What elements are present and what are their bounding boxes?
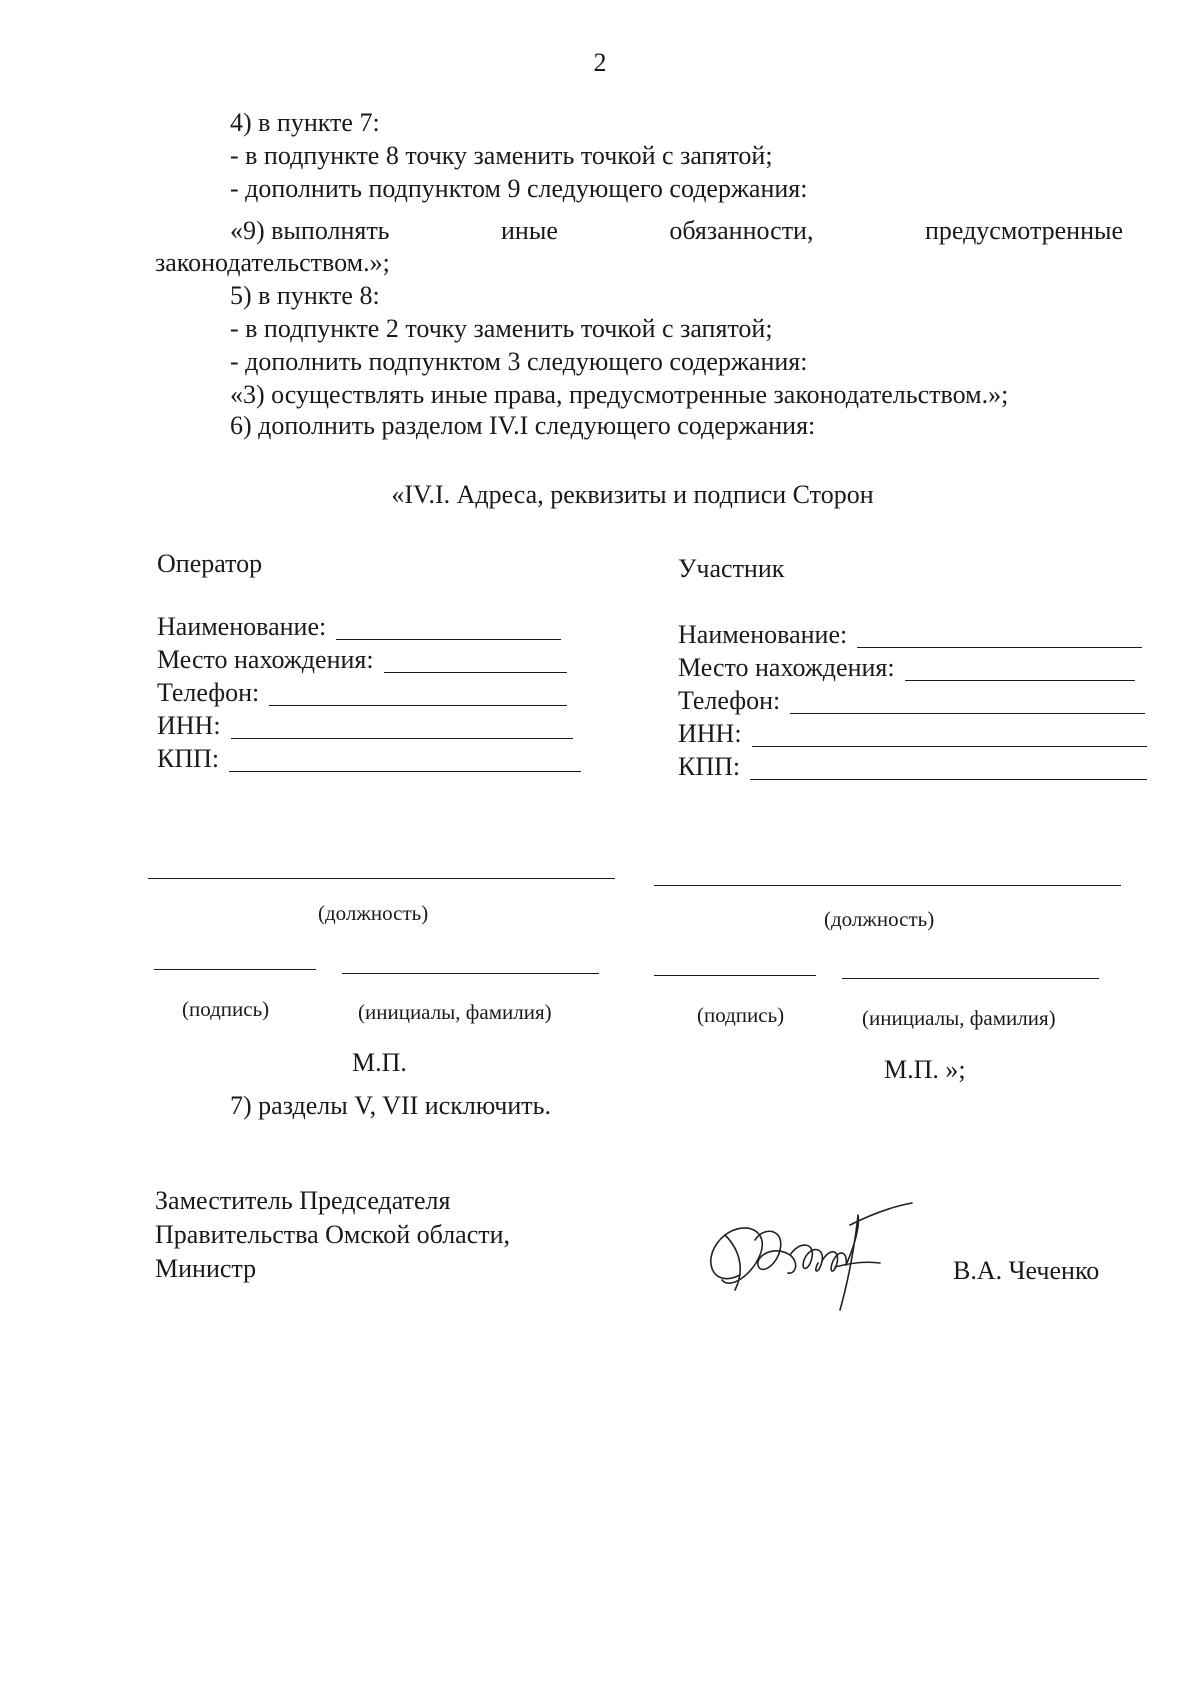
signatory-title-line2: Правительства Омской области, <box>155 1220 511 1249</box>
participant-field-kpp <box>678 754 1147 780</box>
blank-line <box>750 757 1147 780</box>
blank-line <box>790 691 1145 714</box>
operator-position-line <box>148 878 615 879</box>
handwritten-signature <box>700 1195 930 1320</box>
item4-heading: 4) в пункте 7: <box>230 108 380 137</box>
participant-field-location <box>678 655 1135 681</box>
field-label: КПП: <box>157 744 220 773</box>
participant-position-line <box>654 885 1121 886</box>
participant-field-inn <box>678 721 1147 747</box>
blank-line <box>336 617 561 640</box>
field-label: ИНН: <box>678 719 742 748</box>
operator-field-location <box>157 647 567 673</box>
participant-name-caption: (инициалы, фамилия) <box>862 1006 1056 1030</box>
item5-line1: - в подпункте 2 точку заменить точкой с запятой; <box>230 314 773 343</box>
section-title: «IV.I. Адреса, реквизиты и подписи Сторон <box>391 480 874 509</box>
item4-line2: - дополнить подпунктом 9 следующего содержания: <box>230 174 808 203</box>
item4-quote <box>230 218 1123 244</box>
field-label: Телефон: <box>157 678 260 707</box>
field-label: Наименование: <box>157 612 327 641</box>
signatory-name: В.А. Чеченко <box>953 1256 1100 1285</box>
operator-position-caption: (должность) <box>318 901 429 925</box>
item4-quote-word: обязанности, <box>669 216 814 245</box>
operator-field-name <box>157 614 561 640</box>
participant-seal: М.П. »; <box>884 1055 966 1084</box>
field-label: Место нахождения: <box>678 653 895 682</box>
operator-seal: М.П. <box>352 1048 407 1077</box>
operator-field-phone <box>157 680 567 706</box>
operator-signature-line <box>154 969 316 970</box>
operator-name-line <box>342 973 599 974</box>
blank-line <box>231 716 573 739</box>
participant-signature-line <box>654 975 816 976</box>
item4-quote-word: иные <box>501 216 558 245</box>
participant-heading: Участник <box>678 554 785 583</box>
signatory-title-line1: Заместитель Председателя <box>155 1186 451 1215</box>
operator-heading: Оператор <box>157 549 263 578</box>
blank-line <box>269 683 567 706</box>
item5-line2: - дополнить подпунктом 3 следующего содержания: <box>230 347 808 376</box>
page-number: 2 <box>593 48 607 77</box>
field-label: ИНН: <box>157 711 221 740</box>
field-label: Наименование: <box>678 620 848 649</box>
operator-field-inn <box>157 713 573 739</box>
blank-line <box>752 724 1147 747</box>
participant-signature-caption: (подпись) <box>697 1003 785 1027</box>
operator-name-caption: (инициалы, фамилия) <box>358 1000 552 1024</box>
item7-line: 7) разделы V, VII исключить. <box>230 1091 551 1120</box>
field-label: КПП: <box>678 752 741 781</box>
blank-line <box>384 650 567 673</box>
item4-line1: - в подпункте 8 точку заменить точкой с запятой; <box>230 141 773 170</box>
field-label: Телефон: <box>678 686 781 715</box>
item5-heading: 5) в пункте 8: <box>230 281 380 310</box>
participant-position-caption: (должность) <box>824 907 935 931</box>
field-label: Место нахождения: <box>157 645 374 674</box>
item4-quote-continuation: законодательством.»; <box>155 248 390 277</box>
item4-quote-word: предусмотренные <box>924 216 1123 245</box>
participant-field-phone <box>678 688 1145 714</box>
signatory-title-line3: Министр <box>155 1254 257 1283</box>
operator-field-kpp <box>157 746 581 772</box>
participant-name-line <box>842 978 1099 979</box>
blank-line <box>229 749 581 772</box>
participant-field-name <box>678 622 1142 648</box>
blank-line <box>905 658 1135 681</box>
blank-line <box>857 625 1142 648</box>
item6-line: 6) дополнить разделом IV.I следующего содержания: <box>230 411 816 440</box>
item4-quote-word: «9) выполнять <box>230 216 390 245</box>
operator-signature-caption: (подпись) <box>182 997 270 1021</box>
item5-quote: «3) осуществлять иные права, предусмотренные законодательством.»; <box>230 380 1009 409</box>
